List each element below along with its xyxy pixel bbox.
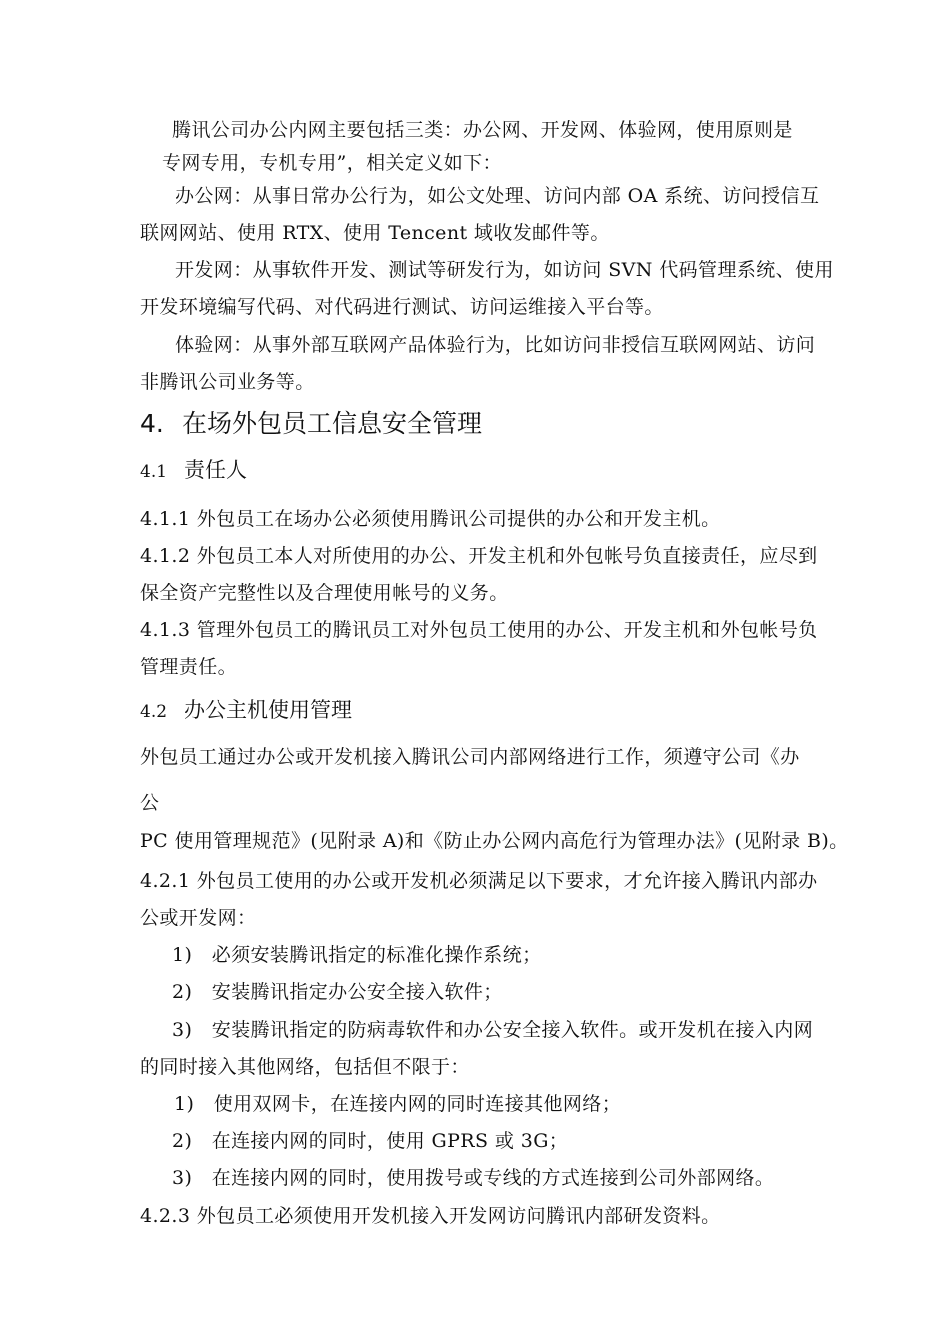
requirement-item-1: 1) 必须安装腾讯指定的标准化操作系统； xyxy=(172,944,542,966)
definition-office-line-1: 办公网：从事日常办公行为，如公文处理、访问内部 OA 系统、访问授信互 xyxy=(175,185,820,207)
paragraph-4-1-3-line-1: 4.1.3 管理外包员工的腾讯员工对外包员工使用的办公、开发主机和外包帐号负 xyxy=(140,619,818,641)
intro-line-1: 腾讯公司办公内网主要包括三类：办公网、开发网、体验网，使用原则是 xyxy=(172,119,793,141)
section-4-1-number: 4.1 xyxy=(140,462,168,482)
definition-dev-line-1: 开发网：从事软件开发、测试等研发行为，如访问 SVN 代码管理系统、使用 xyxy=(175,259,834,281)
section-4-2-intro-line-3: PC 使用管理规范》(见附录 A)和《防止办公网内高危行为管理办法》(见附录 B)。 xyxy=(140,830,849,852)
sub-item-3: 3) 在连接内网的同时，使用拨号或专线的方式连接到公司外部网络。 xyxy=(172,1167,775,1189)
definition-experience-line-1: 体验网：从事外部互联网产品体验行为，比如访问非授信互联网网站、访问 xyxy=(175,334,816,356)
requirement-item-3-line-2: 的同时接入其他网络，包括但不限于： xyxy=(140,1056,470,1078)
paragraph-4-1-2-line-1: 4.1.2 外包员工本人对所使用的办公、开发主机和外包帐号负直接责任，应尽到 xyxy=(140,545,818,567)
section-4-title: 在场外包员工信息安全管理 xyxy=(182,409,483,438)
paragraph-4-2-1-line-2: 公或开发网： xyxy=(140,907,257,929)
requirement-item-2: 2) 安装腾讯指定办公安全接入软件； xyxy=(172,981,503,1003)
paragraph-4-1-1: 4.1.1 外包员工在场办公必须使用腾讯公司提供的办公和开发主机。 xyxy=(140,508,721,530)
section-4-heading xyxy=(140,409,482,439)
section-4-number: 4. xyxy=(140,409,164,438)
section-4-1-heading xyxy=(140,457,247,485)
section-4-2-heading xyxy=(140,697,352,725)
sub-item-1: 1) 使用双网卡，在连接内网的同时连接其他网络； xyxy=(174,1093,622,1115)
section-4-2-intro-line-2: 公 xyxy=(140,792,160,814)
paragraph-4-2-3: 4.2.3 外包员工必须使用开发机接入开发网访问腾讯内部研发资料。 xyxy=(140,1205,721,1227)
section-4-2-title: 办公主机使用管理 xyxy=(184,698,352,722)
intro-line-2: 专网专用，专机专用”，相关定义如下： xyxy=(162,152,502,174)
paragraph-4-1-3-line-2: 管理责任。 xyxy=(140,656,238,678)
definition-office-line-2: 联网网站、使用 RTX、使用 Tencent 域收发邮件等。 xyxy=(140,222,610,244)
paragraph-4-1-2-line-2: 保全资产完整性以及合理使用帐号的义务。 xyxy=(140,582,509,604)
paragraph-4-2-1-line-1: 4.2.1 外包员工使用的办公或开发机必须满足以下要求，才允许接入腾讯内部办 xyxy=(140,870,818,892)
section-4-2-number: 4.2 xyxy=(140,702,168,722)
section-4-1-title: 责任人 xyxy=(184,458,247,482)
sub-item-2: 2) 在连接内网的同时，使用 GPRS 或 3G； xyxy=(172,1130,569,1152)
definition-dev-line-2: 开发环境编写代码、对代码进行测试、访问运维接入平台等。 xyxy=(140,296,664,318)
requirement-item-3-line-1: 3) 安装腾讯指定的防病毒软件和办公安全接入软件。或开发机在接入内网 xyxy=(172,1019,814,1041)
section-4-2-intro-line-1: 外包员工通过办公或开发机接入腾讯公司内部网络进行工作，须遵守公司《办 xyxy=(140,746,800,768)
definition-experience-line-2: 非腾讯公司业务等。 xyxy=(140,371,315,393)
